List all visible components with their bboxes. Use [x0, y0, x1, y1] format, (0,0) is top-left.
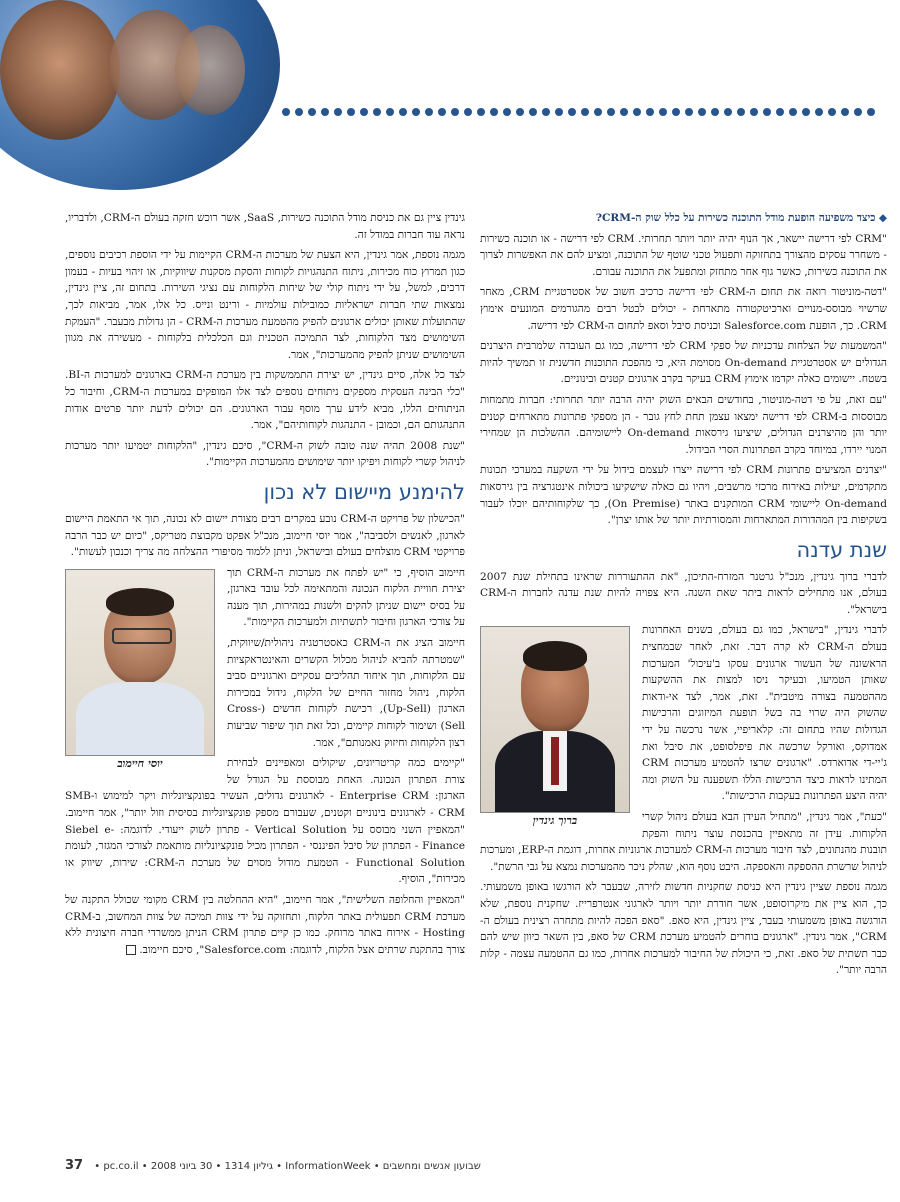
dot [425, 108, 433, 116]
dot [763, 108, 771, 116]
dot [373, 108, 381, 116]
dot [867, 108, 875, 116]
dot [724, 108, 732, 116]
dot [581, 108, 589, 116]
dot [295, 108, 303, 116]
dot [594, 108, 602, 116]
dot [633, 108, 641, 116]
footer-text: שבועון אנשים ומחשבים • InformationWeek • גיליון 1314 • 30 ביוני 2008 • pc.co.il • [94, 1161, 481, 1172]
paragraph: לדברי ברוך גינדין, מנכ"ל גרטנר המזרח-התיכון, "את ההתעוררות שראינו בתחילת שנת 2007 בעולם, אנו מתחילים לראות ביתר שאת השנה. היא צפויה להיות שנת עדנה לחברות ה-CRM בישראל". [480, 570, 887, 616]
dot [308, 108, 316, 116]
dot [555, 108, 563, 116]
dot [841, 108, 849, 116]
dot [802, 108, 810, 116]
paragraph: "דטה-מוניטור רואה את תחום ה-CRM לפי דרישה כרכיב חשוב של אסטרטגיית CRM, מאחר שרשיוי מבוסס-מנויים וארכיטקטורה מתארחת - יכולים לבטל רבים מהגורמים המונעים אימוץ CRM. כך, הופעת Salesforce.com וכניסת סיבל וסאפ לתחום ה-CRM לפי דרישה. [480, 286, 887, 332]
dot [750, 108, 758, 116]
article-column-left [65, 210, 465, 1170]
dot [516, 108, 524, 116]
dot [360, 108, 368, 116]
dot [412, 108, 420, 116]
dot [737, 108, 745, 116]
dot [698, 108, 706, 116]
paragraph: "יצרנים המציעים פתרונות CRM לפי דרישה ייצרו לעצמם בידול על ידי השקעה במערכי תכונות מתקדמים, יעילות באירוח מרכזי מרשבים, ויהיו גם כאלה שישקיעו ביכולות אינטגרציה בין גירסאות On-demand ליישומי CRM המותקנים באתר (On Premise), כך שלקוחותיהם יוכלו לעבור בשקיפות בין המהדורות המתארחות והמסורתיות יותר של אותו יצרן". [480, 464, 888, 527]
portrait-photo [480, 626, 630, 813]
dot [776, 108, 784, 116]
dot [282, 108, 290, 116]
paragraph: מגמה נוספת שציין גינדין היא כניסת שחקניות חדשות לזירה, שבעבר לא הורגשו באופן משמעותי. כך, הוא ציין את מיקרוסופט, אשר חודרת יותר ויותר לארגוני אנטרפרייז. שחקנית נוספת, שלא הורגשה באופן משמעותי בעבר, ציין גינדין, היא סאפ. "סאפ הפכה להיות מתחרה רצינית בעולם ה-CRM", אמר גינדין. "ארגונים בוחרים להטמיע מערכת CRM של סאפ, בין השאר כיוון שיש להם כבר תשתית של סאפ. זאת, כי היכולת של החיבור למערכות אחרות, כמו גם ההטמעה עצמה - קלות הרבה יותר". [480, 881, 887, 977]
paragraph: "שנת 2008 תהיה שנה טובה לשוק ה-CRM", סיכם גינדין, "הלקוחות יטמיעו יותר מערכות לניהול קשרי לקוחות ויפיקו יותר שימושים מהמערכות הקיימות". [65, 439, 465, 469]
dot [789, 108, 797, 116]
paragraph: חיימוב הציג את ה-CRM כאסטרטגיה ניהולית/שיווקית, "שמטרתה להביא לניהול מכלול הקשרים והאינטראקציות עם הלקוחות, תוך איחוד תהליכים עסקיים וארגוניים סביב הלקוח, ניהול מחזור החיים של הלקוח, גידול במכירות הארגון (Up-Sell), רכישת לקוחות חדשים (Cross-Sell) ושימור לקוחות קיימים, וכל זאת תוך שיפור שביעות רצון הלקוחות וחיזוק נאמנותם", אמר. [227, 637, 466, 749]
portrait-haimov [65, 569, 215, 773]
paragraph: גינדין ציין גם את כניסת מודל התוכנה כשירות, SaaS, אשר רוכש חזקה בעולם ה-CRM, ולדבריו, נראה עוד חברות במודל זה. [65, 212, 465, 241]
dot [464, 108, 472, 116]
section-heading: שנת עדנה [796, 537, 887, 562]
paragraph: לצד כל אלה, סיים גינדין, יש יצירת התממשקות בין מערכת ה-CRM בארגונים למערכות ה-BI. "כלי הבינה העסקית מספקים ניתוחים נוספים לצד אלו המופקים במערכות ה-CRM, וחיבור כל הניתוחים הללו, מביא לידע ערך מוסף עבור הארגונים. הם יכולים לדעת יותר פרטים אודות התנהגותם הם, וכמובן - התנהגות לקוחותיהם", אמר. [65, 369, 465, 432]
photo-caption: יוסי חיימוב [117, 756, 163, 770]
article-column-right [480, 210, 887, 1170]
dot [646, 108, 654, 116]
paragraph: חיימוב הוסיף, כי "יש לפתח את מערכות ה-CRM תוך יצירת חוויית הלקוח הנכונה והמתאימה לכל עובד בארגון, על בסיס יישום שניתן להקים ולשנות במהירות, תוך מענה על צורכי הארגון וחיבור לתשתיות ולמערכות הקיימות". [227, 566, 466, 629]
dot [711, 108, 719, 116]
photo-caption: ברוך גינדין [532, 814, 578, 828]
paragraph: "קיימים כמה קריטריונים, שיקולים ומאפיינים לבחירת צורת הפתרון הנכונה. האחת מבוססת על הגודל של הארגון: Enterprise CRM - לארגונים גדולים, העשיר בפונקציונליות ויקר למימוש ו-SMB CRM - לארגונים בינוניים וקטנים, שעבורם מספק פונקציונליות בסיסית וזול יותר", אמר חיימוב. "המאפיין השני מבוסס על Vertical Solution - פתרון לשוק ייעודי. לדוגמה: Siebel e-Finance - הפתרון של סיבל הפיננסי - הפתרון מכיל פונקציונליות מותאמת לצורכי המגזר, לעומת Functional Solution - הטמעת מודול מסוים של מערכת ה-CRM: שירות, שיווק או מכירות", הוסיף. [65, 757, 466, 886]
dot [477, 108, 485, 116]
paragraph: לדברי גינדין, "בישראל, כמו גם בעולם, בשנים האחרונות בעולם ה-CRM לא קרה דבר. זאת, לאחר שבמחצית הראשונה של העשור ארגונים עסקו ב'עיכול' המערכות שאותן הטמיעו, ובעיקר ניסו למצות את ההשקעות מההטמעה בצורה מיטבית". זאת, אמר, לצד אי-ודאות שהשוק היה שרוי בה בשל תופעת המיזוגים והרכישות הגדולות שהיו בתחום זה: קלאריפיי, אשר נרכשה על ידי אמדוקס, ואורקל שרכשה את פיפלסופט, את סיבל ואת ג'יי-די אדוארדס. "ארגונים שרצו להטמיע מערכות CRM המתינו לראות כיצד הרכישות הללו תשפענה על השוק ומה יהיה היצע הפתרונות בעקבות הרכישות". [642, 624, 887, 803]
portrait-gindin [480, 626, 630, 830]
dot [399, 108, 407, 116]
dot [542, 108, 550, 116]
dot [685, 108, 693, 116]
hero-photo [0, 0, 280, 190]
dot [672, 108, 680, 116]
end-of-article-icon [126, 945, 136, 955]
paragraph: מגמה נוספת, אמר גינדין, היא הצעת של מערכות ה-CRM הקיימות על ידי הוספת רכיבים נוספים, כגון תמרוץ כוח מכירות, ניתוח התנהגויות לקוחות והסקת מסקנות שיווקיות, או זיהוי בעיות - בעמון דרכים, למשל, על ידי ניתוח קולי של שיחות הלקוחות עם נציגי השירות. בתחום זה, ציין גינדין, נמצאות שתי חברות ישראליות כמובילות עולמיות - ורינט ונייס. כל אלו, אמר, מביאות לכך, שהתועלות שאותן יכולים ארגונים להפיק מהטמעת מערכות ה-CRM - הן גדולות מבעבר. "העמקת השימושים מצד הלקוחות, לצד התמיכה הטכנית וגם הכלכלית בלקוחות - מעשירה את מגוון השימושים שניתן להפיק מהמערכות", אמר. [65, 249, 466, 361]
paragraph: "המאפיין והחלופה השלישית", אמר חיימוב, "היא ההחלטה בין CRM מקומי שכולל התקנה של מערכת CRM תפעולית באתר הלקוח, ותחזוקה על ידי צוות תמיכה של צוות המחשוב, ב-CRM Hosting - אירוח באתר מרוחק. כמו כן קיים פתרון CRM הניתן ממשרדי חברה חיצונית ללא צורך בהתקנת שרתים אצל הלקוח, לדוגמה: Salesforce.com", סיכם חיימוב. [65, 893, 465, 956]
dot [659, 108, 667, 116]
dot [438, 108, 446, 116]
dot [568, 108, 576, 116]
dot [854, 108, 862, 116]
dot [828, 108, 836, 116]
section-question: כיצד משפיעה הופעת מודל התוכנה כשירות על כלל שוק ה-CRM? [595, 212, 876, 224]
dot [490, 108, 498, 116]
dotted-divider [282, 108, 887, 120]
paragraph: "עם זאת, על פי דטה-מוניטור, בחודשים הבאים השוק יהיה הרבה יותר תחרותי: חברות מתמחות מבוססות ב-CRM לפי דרישה ימצאו עצמן תחת לחץ גובר - הן מספקי פתרונות מתארחים קטנים יותר והן מהיצרנים הגדולים, שיציעו גירסאות On-demand ליישומיהם. ההשלכות הן שמחירי המנוי יירדו, במיוחד בקרב הפתרונות הסרי הבידול. [480, 393, 887, 456]
dot [451, 108, 459, 116]
paragraph: "המשמעות של הצלחות עדכניות של ספקי CRM לפי דרישה, כמו גם העובדה שלמרבית היצרנים הגדולים יש אסטרטגיית On-demand מסוימת היא, כי מהפכת התוכנות חדשנית זו תמשיך להיות בשטח. יישומים כאלה יקדמו אימוץ CRM בעיקר בקרב ארגונים קטנים ובינוניים. [480, 340, 887, 386]
dot [347, 108, 355, 116]
dot [334, 108, 342, 116]
page-number: 37 [65, 1158, 84, 1173]
page-footer [65, 1158, 887, 1174]
paragraph: "הכישלון של פרויקט ה-CRM נובע במקרים רבים מצורת יישום לא נכונה, תוך אי התאמת היישום לארגון, לאנשים ולסביבה", אמר יוסי חיימוב, מנכ"ל אפקט מקבוצת מטריקס, "כיום יש כבר הרבה פרויקטי CRM מוצלחים בעולם ובישראל, וניתן ללמוד מסיפורי ההצלחה מה צריך וכנכון לעשות". [65, 512, 465, 559]
bullet-diamond-icon: ◆ [878, 212, 887, 224]
paragraph: "CRM לפי דרישה יישאר, אך הנוף יהיה יותר ויותר תחרותי. CRM לפי דרישה - או תוכנה כשירות - משחרר עסקים מהצורך בתחזוקה ותפעול טכני שוטף של התוכנה, ומציע להם את האפשרות לצרוך את התוכנה כשירות, כאשר גוף אחר מתחזק ומתפעל את התוכנה עבורם. [480, 232, 887, 278]
dot [386, 108, 394, 116]
dot [815, 108, 823, 116]
dot [321, 108, 329, 116]
paragraph: "כעת", אמר גינדין, "מתחיל העידן הבא בעולם ניהול קשרי הלקוחות. עידן זה מתאפיין בהכנסת עוצר ניתוח והפקת תובנות מהנתונים, לצד חיבור מערכות ה-CRM למערכות ארגוניות אחרות, דוגמת ה-ERP, ומערכות לניהול שרשרת ההספקה והאספקה. היבט נוסף הוא, שהלק ניכר מהמערכות נמצא על גבי הרשת". [480, 811, 887, 873]
dot [503, 108, 511, 116]
section-heading: להימנע מיישום לא נכון [263, 479, 465, 504]
dot [529, 108, 537, 116]
dot [620, 108, 628, 116]
dot [607, 108, 615, 116]
portrait-photo [65, 569, 215, 756]
